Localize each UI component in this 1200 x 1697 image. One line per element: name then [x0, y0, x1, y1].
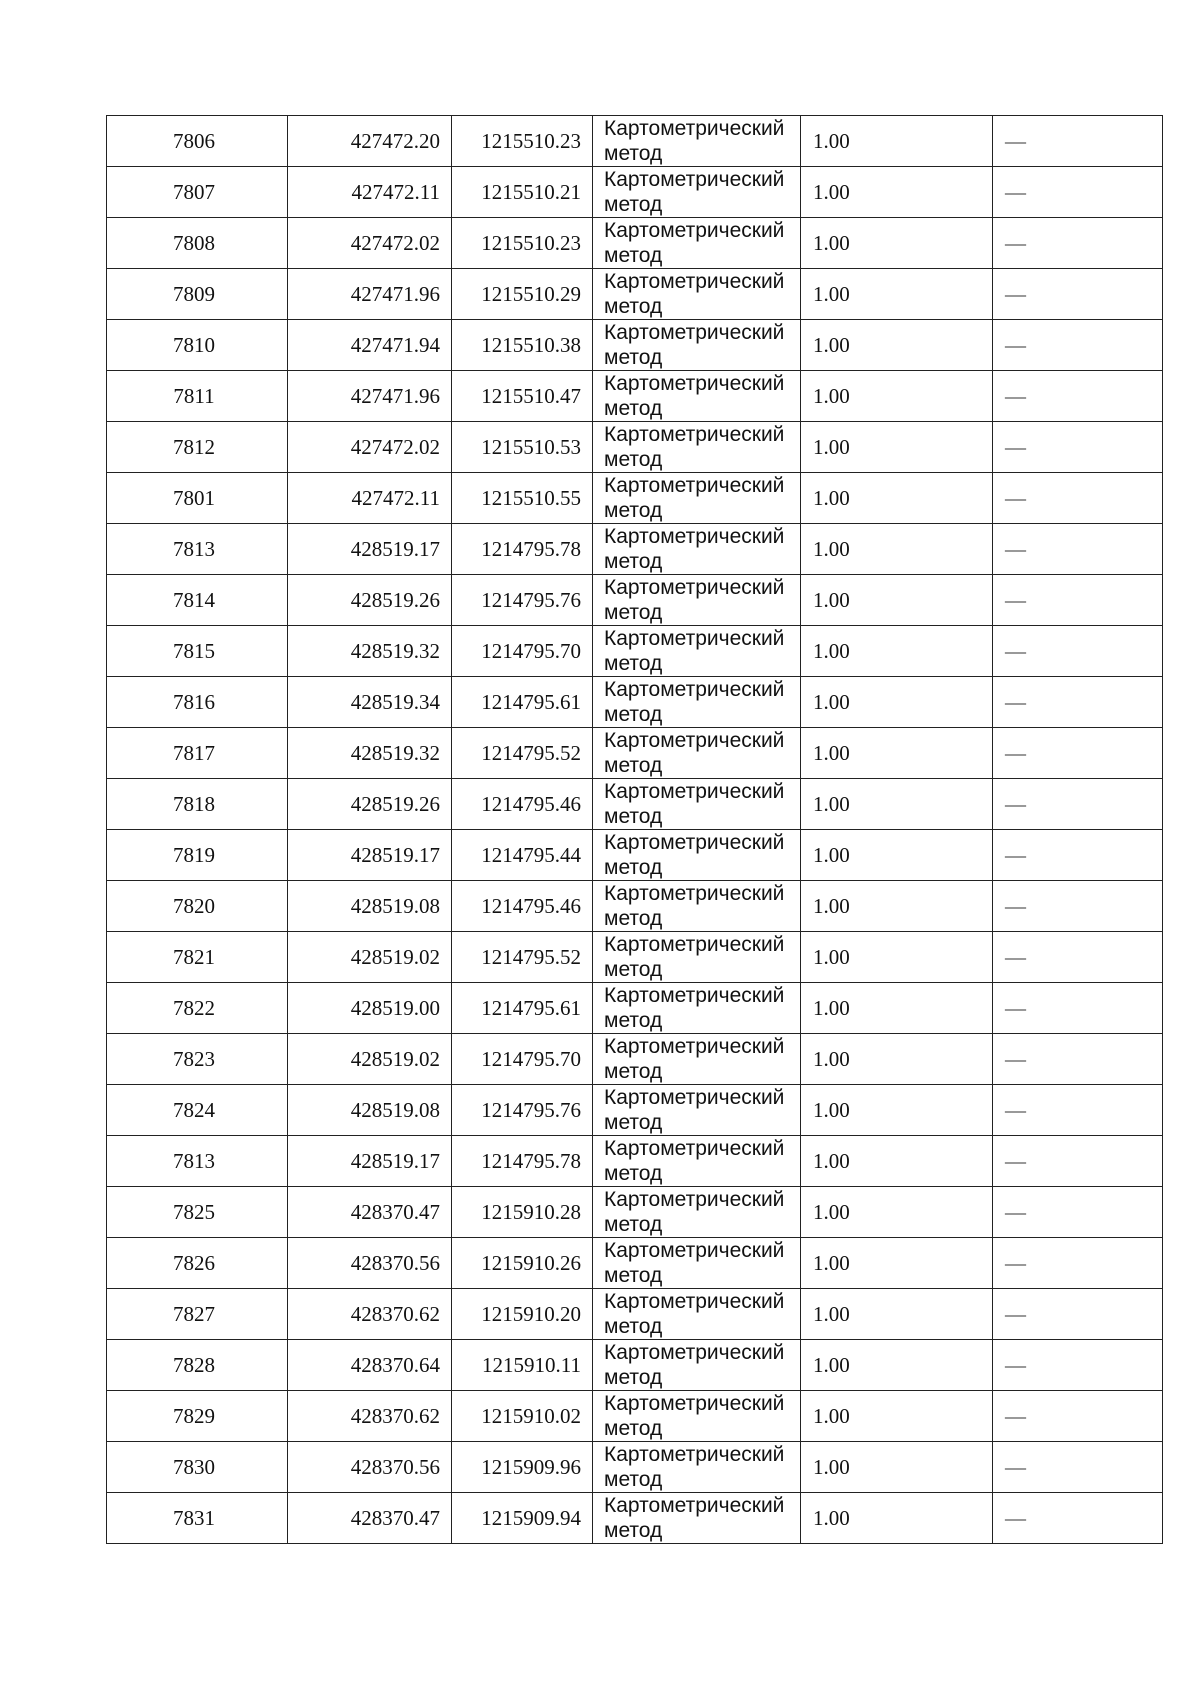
table-row [107, 167, 1163, 218]
accuracy-cell: 1.00 [801, 320, 993, 371]
method-line-1: Картометрический [604, 1188, 785, 1211]
y-coordinate-cell: 1214795.46 [452, 779, 593, 830]
description-cell: — [993, 830, 1163, 881]
method-cell [593, 371, 801, 422]
y-coordinate-cell: 1215910.20 [452, 1289, 593, 1340]
y-coordinate-cell: 1214795.46 [452, 881, 593, 932]
method-line-1: Картометрический [604, 219, 785, 242]
point-number-cell: 7822 [107, 983, 288, 1034]
x-coordinate-cell: 428370.56 [288, 1238, 452, 1289]
x-coordinate-cell: 427471.96 [288, 269, 452, 320]
table-row [107, 1187, 1163, 1238]
x-coordinate-cell: 428519.26 [288, 575, 452, 626]
table-row [107, 1340, 1163, 1391]
accuracy-cell: 1.00 [801, 524, 993, 575]
table-row [107, 269, 1163, 320]
y-coordinate-cell: 1215910.28 [452, 1187, 593, 1238]
method-cell [593, 320, 801, 371]
point-number-cell: 7827 [107, 1289, 288, 1340]
method-cell [593, 677, 801, 728]
table-row [107, 473, 1163, 524]
method-line-1: Картометрический [604, 1392, 785, 1415]
point-number-cell: 7814 [107, 575, 288, 626]
point-number-cell: 7828 [107, 1340, 288, 1391]
method-line-2: метод [604, 295, 663, 318]
point-number-cell: 7821 [107, 932, 288, 983]
x-coordinate-cell: 427471.94 [288, 320, 452, 371]
method-line-2: метод [604, 1519, 663, 1542]
y-coordinate-cell: 1214795.78 [452, 1136, 593, 1187]
method-cell [593, 269, 801, 320]
table-row [107, 371, 1163, 422]
y-coordinate-cell: 1214795.52 [452, 728, 593, 779]
method-line-1: Картометрический [604, 270, 785, 293]
method-line-2: метод [604, 805, 663, 828]
table-row [107, 1238, 1163, 1289]
x-coordinate-cell: 428519.26 [288, 779, 452, 830]
method-cell [593, 626, 801, 677]
y-coordinate-cell: 1215510.23 [452, 116, 593, 167]
method-line-1: Картометрический [604, 933, 785, 956]
accuracy-cell: 1.00 [801, 1493, 993, 1544]
accuracy-cell: 1.00 [801, 932, 993, 983]
method-line-2: метод [604, 601, 663, 624]
accuracy-cell: 1.00 [801, 575, 993, 626]
method-line-1: Картометрический [604, 1137, 785, 1160]
description-cell: — [993, 779, 1163, 830]
accuracy-cell: 1.00 [801, 1238, 993, 1289]
point-number-cell: 7813 [107, 524, 288, 575]
description-cell: — [993, 320, 1163, 371]
description-cell: — [993, 116, 1163, 167]
accuracy-cell: 1.00 [801, 167, 993, 218]
y-coordinate-cell: 1215510.23 [452, 218, 593, 269]
method-cell [593, 779, 801, 830]
description-cell: — [993, 167, 1163, 218]
y-coordinate-cell: 1215510.53 [452, 422, 593, 473]
table-row [107, 779, 1163, 830]
description-cell: — [993, 677, 1163, 728]
method-line-1: Картометрический [604, 1290, 785, 1313]
y-coordinate-cell: 1214795.76 [452, 1085, 593, 1136]
method-line-2: метод [604, 244, 663, 267]
y-coordinate-cell: 1214795.76 [452, 575, 593, 626]
y-coordinate-cell: 1214795.70 [452, 1034, 593, 1085]
method-line-2: метод [604, 1417, 663, 1440]
description-cell: — [993, 626, 1163, 677]
point-number-cell: 7810 [107, 320, 288, 371]
description-cell: — [993, 1085, 1163, 1136]
accuracy-cell: 1.00 [801, 728, 993, 779]
method-cell [593, 728, 801, 779]
table-row [107, 1442, 1163, 1493]
accuracy-cell: 1.00 [801, 473, 993, 524]
accuracy-cell: 1.00 [801, 371, 993, 422]
accuracy-cell: 1.00 [801, 1289, 993, 1340]
accuracy-cell: 1.00 [801, 422, 993, 473]
table-row [107, 983, 1163, 1034]
description-cell: — [993, 575, 1163, 626]
point-number-cell: 7806 [107, 116, 288, 167]
point-number-cell: 7816 [107, 677, 288, 728]
method-cell [593, 218, 801, 269]
table-row [107, 218, 1163, 269]
method-line-1: Картометрический [604, 831, 785, 854]
accuracy-cell: 1.00 [801, 1136, 993, 1187]
description-cell: — [993, 524, 1163, 575]
accuracy-cell: 1.00 [801, 983, 993, 1034]
x-coordinate-cell: 427471.96 [288, 371, 452, 422]
method-line-2: метод [604, 958, 663, 981]
method-line-1: Картометрический [604, 474, 785, 497]
y-coordinate-cell: 1215910.26 [452, 1238, 593, 1289]
point-number-cell: 7813 [107, 1136, 288, 1187]
table-row [107, 320, 1163, 371]
table-row [107, 1085, 1163, 1136]
method-cell [593, 881, 801, 932]
method-line-2: метод [604, 856, 663, 879]
accuracy-cell: 1.00 [801, 677, 993, 728]
x-coordinate-cell: 427472.11 [288, 167, 452, 218]
accuracy-cell: 1.00 [801, 269, 993, 320]
method-line-1: Картометрический [604, 780, 785, 803]
x-coordinate-cell: 428370.47 [288, 1493, 452, 1544]
method-line-1: Картометрический [604, 576, 785, 599]
x-coordinate-cell: 428519.02 [288, 932, 452, 983]
x-coordinate-cell: 428519.17 [288, 830, 452, 881]
y-coordinate-cell: 1215910.11 [452, 1340, 593, 1391]
method-cell [593, 422, 801, 473]
table-row [107, 1136, 1163, 1187]
method-cell [593, 1340, 801, 1391]
description-cell: — [993, 728, 1163, 779]
method-line-2: метод [604, 1060, 663, 1083]
method-cell [593, 1187, 801, 1238]
method-line-2: метод [604, 907, 663, 930]
point-number-cell: 7824 [107, 1085, 288, 1136]
x-coordinate-cell: 428519.17 [288, 524, 452, 575]
method-cell [593, 1391, 801, 1442]
method-line-2: метод [604, 550, 663, 573]
table-row [107, 1493, 1163, 1544]
x-coordinate-cell: 428519.02 [288, 1034, 452, 1085]
table-row [107, 1289, 1163, 1340]
method-line-2: метод [604, 193, 663, 216]
description-cell: — [993, 1340, 1163, 1391]
point-number-cell: 7823 [107, 1034, 288, 1085]
method-line-1: Картометрический [604, 423, 785, 446]
x-coordinate-cell: 427472.11 [288, 473, 452, 524]
accuracy-cell: 1.00 [801, 1187, 993, 1238]
point-number-cell: 7801 [107, 473, 288, 524]
y-coordinate-cell: 1214795.70 [452, 626, 593, 677]
table-row [107, 1034, 1163, 1085]
description-cell: — [993, 1391, 1163, 1442]
description-cell: — [993, 1034, 1163, 1085]
point-number-cell: 7808 [107, 218, 288, 269]
point-number-cell: 7825 [107, 1187, 288, 1238]
accuracy-cell: 1.00 [801, 218, 993, 269]
table-row [107, 626, 1163, 677]
method-line-1: Картометрический [604, 1494, 785, 1517]
method-cell [593, 1238, 801, 1289]
method-line-2: метод [604, 1111, 663, 1134]
method-line-1: Картометрический [604, 729, 785, 752]
x-coordinate-cell: 427472.02 [288, 422, 452, 473]
table-row [107, 677, 1163, 728]
method-line-1: Картометрический [604, 168, 785, 191]
method-line-1: Картометрический [604, 117, 785, 140]
coordinates-table [106, 115, 1163, 1544]
accuracy-cell: 1.00 [801, 1034, 993, 1085]
description-cell: — [993, 473, 1163, 524]
description-cell: — [993, 1442, 1163, 1493]
method-cell [593, 473, 801, 524]
description-cell: — [993, 983, 1163, 1034]
method-line-2: метод [604, 1162, 663, 1185]
method-line-1: Картометрический [604, 627, 785, 650]
table-row [107, 728, 1163, 779]
method-line-2: метод [604, 346, 663, 369]
x-coordinate-cell: 427472.20 [288, 116, 452, 167]
method-line-2: метод [604, 499, 663, 522]
accuracy-cell: 1.00 [801, 626, 993, 677]
method-cell [593, 575, 801, 626]
table-row [107, 116, 1163, 167]
x-coordinate-cell: 428519.17 [288, 1136, 452, 1187]
x-coordinate-cell: 428370.62 [288, 1289, 452, 1340]
table-row [107, 932, 1163, 983]
method-line-2: метод [604, 1468, 663, 1491]
table-row [107, 524, 1163, 575]
method-cell [593, 1442, 801, 1493]
method-line-1: Картометрический [604, 372, 785, 395]
table-row [107, 1391, 1163, 1442]
x-coordinate-cell: 428370.47 [288, 1187, 452, 1238]
method-line-1: Картометрический [604, 984, 785, 1007]
description-cell: — [993, 1187, 1163, 1238]
method-cell [593, 1289, 801, 1340]
method-cell [593, 524, 801, 575]
method-line-2: метод [604, 1009, 663, 1032]
y-coordinate-cell: 1214795.61 [452, 677, 593, 728]
method-line-1: Картометрический [604, 1086, 785, 1109]
method-line-2: метод [604, 754, 663, 777]
point-number-cell: 7818 [107, 779, 288, 830]
method-cell [593, 1085, 801, 1136]
method-cell [593, 983, 801, 1034]
y-coordinate-cell: 1215510.47 [452, 371, 593, 422]
method-line-1: Картометрический [604, 882, 785, 905]
x-coordinate-cell: 428370.64 [288, 1340, 452, 1391]
table-row [107, 830, 1163, 881]
x-coordinate-cell: 428519.08 [288, 881, 452, 932]
y-coordinate-cell: 1215510.55 [452, 473, 593, 524]
y-coordinate-cell: 1215510.21 [452, 167, 593, 218]
x-coordinate-cell: 428519.34 [288, 677, 452, 728]
accuracy-cell: 1.00 [801, 881, 993, 932]
point-number-cell: 7820 [107, 881, 288, 932]
table-row [107, 881, 1163, 932]
accuracy-cell: 1.00 [801, 830, 993, 881]
description-cell: — [993, 881, 1163, 932]
method-cell [593, 167, 801, 218]
point-number-cell: 7812 [107, 422, 288, 473]
method-cell [593, 116, 801, 167]
point-number-cell: 7809 [107, 269, 288, 320]
accuracy-cell: 1.00 [801, 116, 993, 167]
point-number-cell: 7819 [107, 830, 288, 881]
method-line-2: метод [604, 703, 663, 726]
description-cell: — [993, 422, 1163, 473]
y-coordinate-cell: 1215910.02 [452, 1391, 593, 1442]
description-cell: — [993, 1289, 1163, 1340]
method-cell [593, 1493, 801, 1544]
point-number-cell: 7831 [107, 1493, 288, 1544]
y-coordinate-cell: 1215909.96 [452, 1442, 593, 1493]
description-cell: — [993, 932, 1163, 983]
description-cell: — [993, 1238, 1163, 1289]
method-cell [593, 1136, 801, 1187]
description-cell: — [993, 1136, 1163, 1187]
method-line-1: Картометрический [604, 1239, 785, 1262]
point-number-cell: 7830 [107, 1442, 288, 1493]
description-cell: — [993, 269, 1163, 320]
y-coordinate-cell: 1215909.94 [452, 1493, 593, 1544]
y-coordinate-cell: 1214795.78 [452, 524, 593, 575]
y-coordinate-cell: 1215510.38 [452, 320, 593, 371]
x-coordinate-cell: 428519.32 [288, 626, 452, 677]
method-cell [593, 830, 801, 881]
table-row [107, 575, 1163, 626]
method-line-1: Картометрический [604, 525, 785, 548]
coordinates-table-body [107, 116, 1163, 1544]
method-line-1: Картометрический [604, 321, 785, 344]
point-number-cell: 7829 [107, 1391, 288, 1442]
y-coordinate-cell: 1214795.52 [452, 932, 593, 983]
method-line-2: метод [604, 1264, 663, 1287]
method-line-2: метод [604, 1366, 663, 1389]
accuracy-cell: 1.00 [801, 779, 993, 830]
x-coordinate-cell: 428370.56 [288, 1442, 452, 1493]
x-coordinate-cell: 427472.02 [288, 218, 452, 269]
point-number-cell: 7815 [107, 626, 288, 677]
point-number-cell: 7826 [107, 1238, 288, 1289]
x-coordinate-cell: 428519.08 [288, 1085, 452, 1136]
x-coordinate-cell: 428519.32 [288, 728, 452, 779]
method-line-1: Картометрический [604, 1035, 785, 1058]
y-coordinate-cell: 1214795.61 [452, 983, 593, 1034]
method-line-2: метод [604, 1315, 663, 1338]
accuracy-cell: 1.00 [801, 1391, 993, 1442]
accuracy-cell: 1.00 [801, 1085, 993, 1136]
method-cell [593, 1034, 801, 1085]
accuracy-cell: 1.00 [801, 1340, 993, 1391]
point-number-cell: 7811 [107, 371, 288, 422]
table-row [107, 422, 1163, 473]
x-coordinate-cell: 428519.00 [288, 983, 452, 1034]
method-line-2: метод [604, 1213, 663, 1236]
accuracy-cell: 1.00 [801, 1442, 993, 1493]
method-cell [593, 932, 801, 983]
point-number-cell: 7817 [107, 728, 288, 779]
method-line-2: метод [604, 652, 663, 675]
y-coordinate-cell: 1214795.44 [452, 830, 593, 881]
description-cell: — [993, 1493, 1163, 1544]
method-line-2: метод [604, 448, 663, 471]
description-cell: — [993, 371, 1163, 422]
y-coordinate-cell: 1215510.29 [452, 269, 593, 320]
x-coordinate-cell: 428370.62 [288, 1391, 452, 1442]
point-number-cell: 7807 [107, 167, 288, 218]
method-line-2: метод [604, 142, 663, 165]
method-line-2: метод [604, 397, 663, 420]
method-line-1: Картометрический [604, 678, 785, 701]
method-line-1: Картометрический [604, 1341, 785, 1364]
method-line-1: Картометрический [604, 1443, 785, 1466]
description-cell: — [993, 218, 1163, 269]
